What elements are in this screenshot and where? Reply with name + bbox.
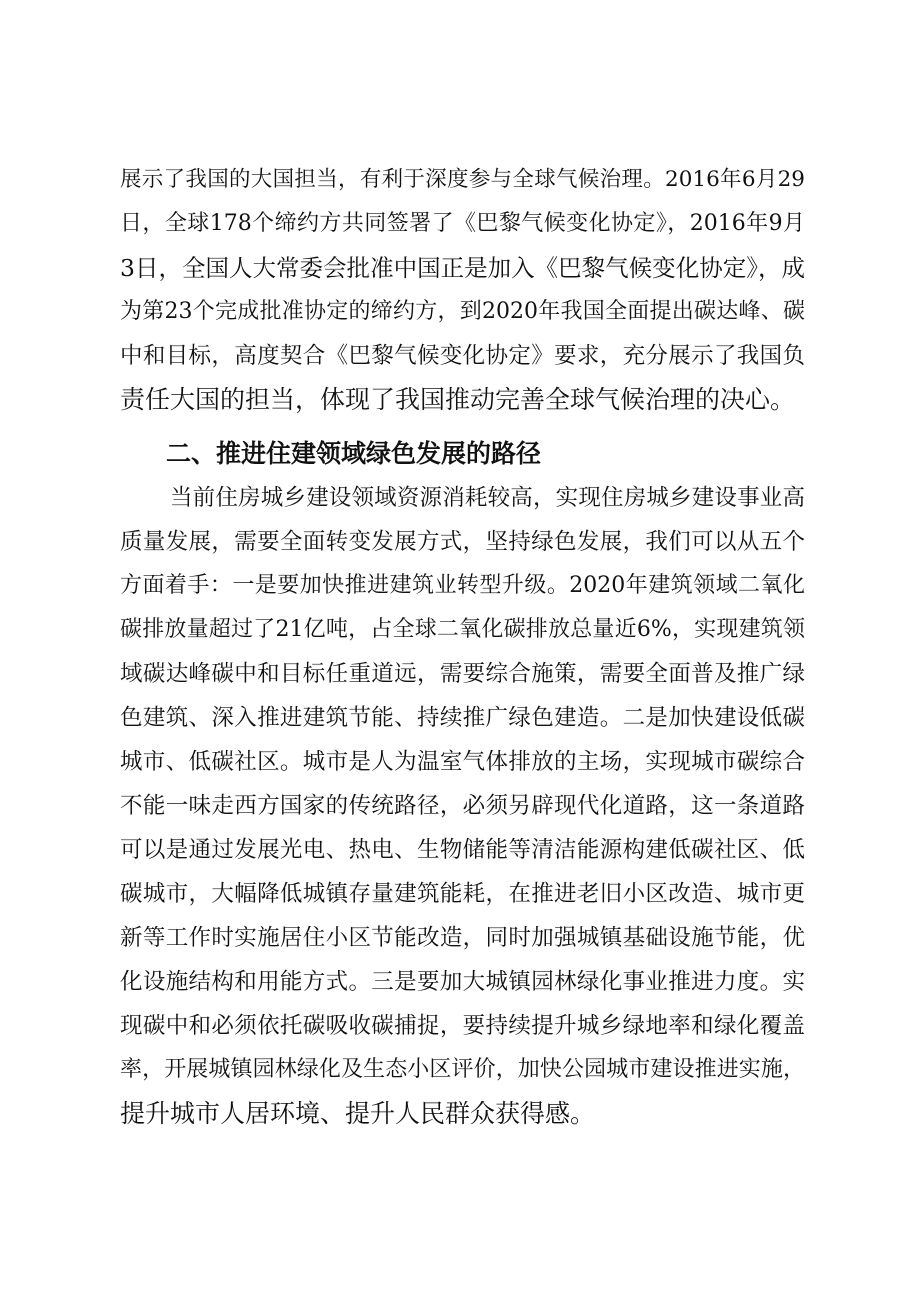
paragraph-2-line: 城市、低碳社区。城市是人为温室气体排放的主场，实现城市碳综合 [120, 749, 805, 775]
paragraph-1-line: 展示了我国的大国担当，有利于深度参与全球气候治理。2016年6月29 [120, 167, 805, 192]
paragraph-2-line: 碳排放量超过了21亿吨，占全球二氧化碳排放总量近6%，实现建筑领 [120, 617, 805, 642]
section-heading: 二、推进住建领域绿色发展的路径 [166, 439, 542, 468]
paragraph-2-line: 域碳达峰碳中和目标任重道远，需要综合施策，需要全面普及推广绿 [120, 661, 805, 687]
paragraph-2-line: 化设施结构和用能方式。三是要加大城镇园林绿化事业推进力度。实 [120, 969, 805, 995]
paragraph-2-line: 质量发展，需要全面转变发展方式，坚持绿色发展，我们可以从五个 [120, 529, 805, 555]
paragraph-2-line: 现碳中和必须依托碳吸收碳捕捉，要持续提升城乡绿地率和绿化覆盖 [120, 1013, 805, 1039]
paragraph-2-line: 碳城市，大幅降低城镇存量建筑能耗，在推进老旧小区改造、城市更 [120, 881, 805, 907]
paragraph-1-line: 责任大国的担当，体现了我国推动完善全球气候治理的决心。 [120, 385, 796, 414]
paragraph-1-line: 中和目标，高度契合《巴黎气候变化协定》要求，充分展示了我国负 [120, 343, 805, 369]
paragraph-2-line: 可以是通过发展光电、热电、生物储能等清洁能源构建低碳社区、低 [120, 837, 805, 863]
paragraph-2-line: 提升城市人居环境、提升人民群众获得感。 [120, 1099, 596, 1128]
paragraph-2-line: 当前住房城乡建设领域资源消耗较高，实现住房城乡建设事业高 [170, 485, 805, 511]
paragraph-2-line: 色建筑、深入推进建筑节能、持续推广绿色建造。二是加快建设低碳 [120, 705, 805, 731]
paragraph-2-line: 新等工作时实施居住小区节能改造，同时加强城镇基础设施节能，优 [120, 925, 805, 951]
paragraph-2-line: 不能一味走西方国家的传统路径，必须另辟现代化道路，这一条道路 [120, 793, 805, 819]
paragraph-1-line: 3日，全国人大常委会批准中国正是加入《巴黎气候变化协定》，成 [120, 254, 805, 282]
paragraph-2-line: 率，开展城镇园林绿化及生态小区评价，加快公园城市建设推进实施， [120, 1057, 805, 1082]
paragraph-1-line: 日，全球178个缔约方共同签署了《巴黎气候变化协定》，2016年9月 [120, 211, 805, 236]
paragraph-2-line: 方面着手：一是要加快推进建筑业转型升级。2020年建筑领域二氧化 [120, 573, 805, 598]
paragraph-1-line: 为第23个完成批准协定的缔约方，到2020年我国全面提出碳达峰、碳 [120, 299, 805, 324]
